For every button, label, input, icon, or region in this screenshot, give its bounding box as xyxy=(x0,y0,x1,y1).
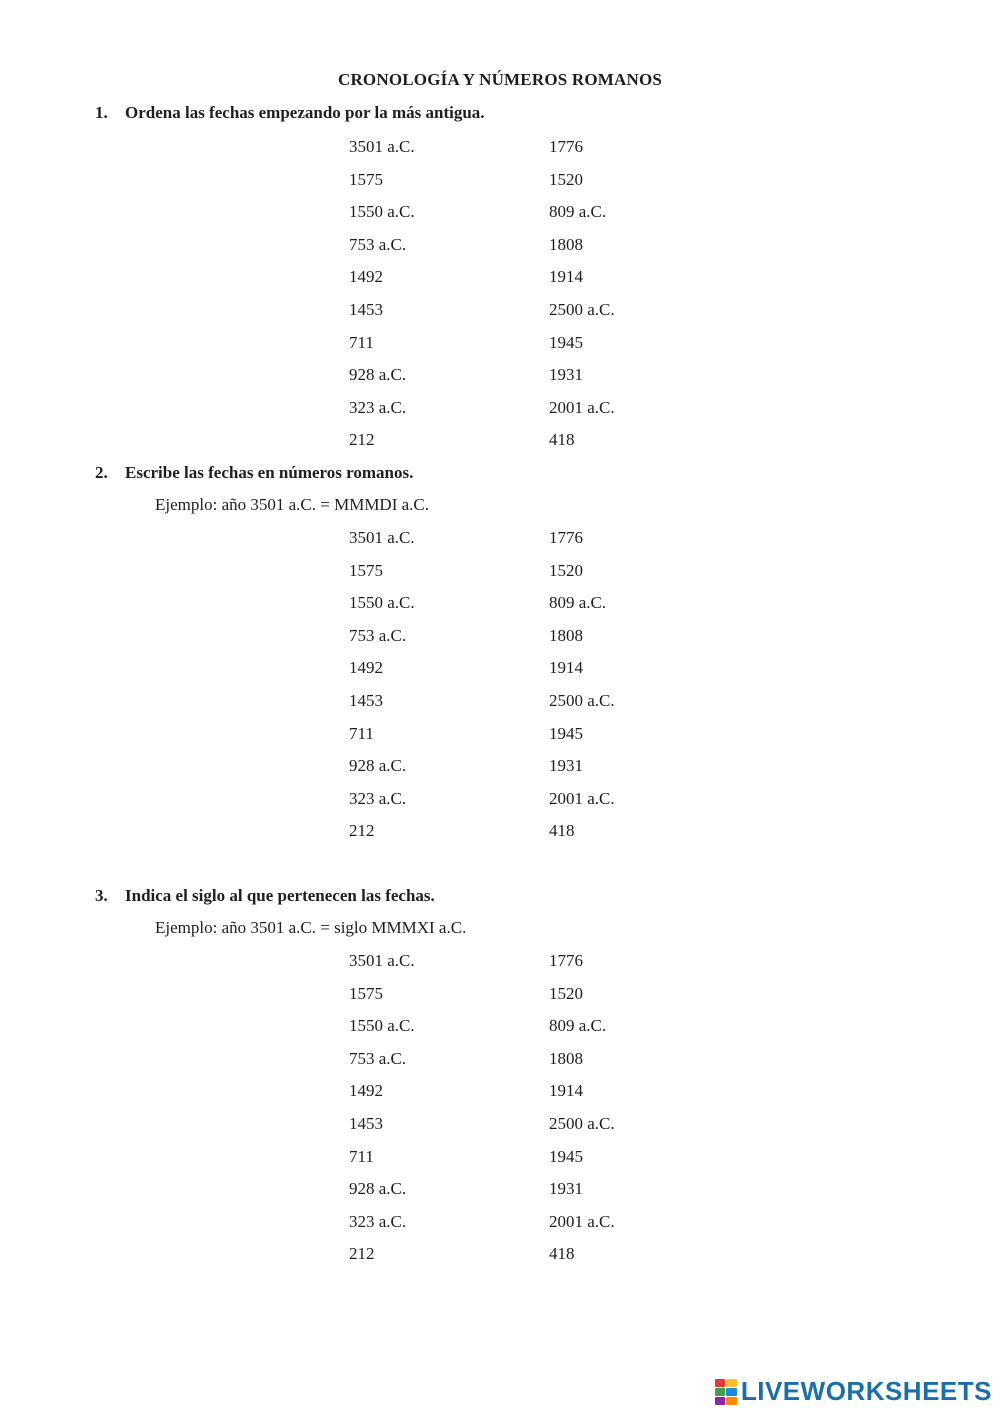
section-3-number: 3. xyxy=(95,886,108,905)
date-cell-right: 1520 xyxy=(549,983,583,1003)
date-row xyxy=(349,300,669,333)
logo-block xyxy=(726,1379,737,1387)
liveworksheets-logo-icon xyxy=(715,1379,737,1405)
date-row xyxy=(349,724,669,757)
date-row xyxy=(349,1081,669,1114)
date-cell-left: 1575 xyxy=(349,983,383,1003)
date-cell-right: 1931 xyxy=(549,1179,583,1199)
date-row xyxy=(349,756,669,789)
section-1-number: 1. xyxy=(95,103,108,122)
date-cell-right: 1945 xyxy=(549,723,583,743)
date-cell-left: 711 xyxy=(349,332,374,352)
date-cell-right: 809 a.C. xyxy=(549,593,607,613)
section-2-heading-text: Escribe las fechas en números romanos. xyxy=(125,463,414,482)
date-cell-right: 2001 a.C. xyxy=(549,788,615,808)
date-cell-right: 1776 xyxy=(549,137,583,156)
date-row xyxy=(349,561,669,594)
date-cell-right: 1776 xyxy=(549,528,583,547)
date-cell-right: 2500 a.C. xyxy=(549,299,615,319)
date-row xyxy=(349,267,669,300)
date-row xyxy=(349,235,669,268)
date-cell-left: 3501 a.C. xyxy=(349,137,415,156)
date-cell-right: 1931 xyxy=(549,756,583,776)
date-cell-left: 323 a.C. xyxy=(349,1211,407,1231)
page-title: CRONOLOGÍA Y NÚMEROS ROMANOS xyxy=(337,70,663,89)
section-3-date-table xyxy=(349,951,669,1277)
date-cell-right: 418 xyxy=(549,430,575,450)
logo-block xyxy=(726,1388,737,1396)
date-cell-left: 711 xyxy=(349,1146,374,1166)
date-cell-left: 1575 xyxy=(349,560,383,580)
date-row xyxy=(349,365,669,398)
logo-block xyxy=(715,1388,726,1396)
date-cell-right: 1945 xyxy=(549,332,583,352)
section-3-heading xyxy=(95,886,435,906)
date-cell-right: 809 a.C. xyxy=(549,202,607,222)
date-row xyxy=(349,984,669,1017)
date-row xyxy=(349,170,669,203)
section-2-number: 2. xyxy=(95,463,108,482)
date-cell-left: 1453 xyxy=(349,299,383,319)
date-row xyxy=(349,1147,669,1180)
date-cell-left: 1550 a.C. xyxy=(349,202,415,222)
date-cell-right: 2001 a.C. xyxy=(549,397,615,417)
date-row xyxy=(349,202,669,235)
date-cell-left: 323 a.C. xyxy=(349,397,407,417)
date-row xyxy=(349,1179,669,1212)
section-1-date-table xyxy=(349,137,669,463)
date-row xyxy=(349,430,669,463)
date-cell-left: 753 a.C. xyxy=(349,1048,407,1068)
date-cell-right: 1520 xyxy=(549,560,583,580)
date-cell-right: 2500 a.C. xyxy=(549,690,615,710)
date-row xyxy=(349,626,669,659)
date-cell-left: 1550 a.C. xyxy=(349,1016,415,1036)
date-cell-left: 323 a.C. xyxy=(349,788,407,808)
date-row xyxy=(349,951,669,984)
date-cell-left: 928 a.C. xyxy=(349,365,407,385)
section-3-example: Ejemplo: año 3501 a.C. = siglo MMMXI a.C. xyxy=(155,918,467,937)
date-cell-left: 1492 xyxy=(349,267,383,287)
brand-name: LIVEWORKSHEETS xyxy=(740,1376,992,1406)
date-cell-right: 1914 xyxy=(549,267,583,287)
date-row xyxy=(349,528,669,561)
date-row xyxy=(349,1244,669,1277)
date-cell-left: 212 xyxy=(349,1244,375,1264)
date-cell-right: 809 a.C. xyxy=(549,1016,607,1036)
date-row xyxy=(349,593,669,626)
date-cell-right: 1945 xyxy=(549,1146,583,1166)
section-2-date-table xyxy=(349,528,669,854)
date-row xyxy=(349,1212,669,1245)
date-cell-left: 928 a.C. xyxy=(349,756,407,776)
date-cell-left: 753 a.C. xyxy=(349,234,407,254)
date-cell-left: 212 xyxy=(349,821,375,841)
section-1-heading xyxy=(95,103,485,123)
logo-block xyxy=(715,1397,726,1405)
section-3-heading-text: Indica el siglo al que pertenecen las fechas. xyxy=(125,886,435,905)
date-cell-left: 753 a.C. xyxy=(349,625,407,645)
date-cell-right: 1808 xyxy=(549,234,583,254)
liveworksheets-brand xyxy=(715,1376,992,1407)
logo-block xyxy=(726,1397,737,1405)
date-cell-right: 1931 xyxy=(549,365,583,385)
date-cell-left: 1575 xyxy=(349,169,383,189)
section-2-example: Ejemplo: año 3501 a.C. = MMMDI a.C. xyxy=(155,495,430,514)
date-cell-left: 928 a.C. xyxy=(349,1179,407,1199)
date-cell-left: 1453 xyxy=(349,690,383,710)
date-cell-left: 1492 xyxy=(349,1081,383,1101)
date-cell-right: 1776 xyxy=(549,951,583,970)
date-row xyxy=(349,1016,669,1049)
date-cell-left: 212 xyxy=(349,430,375,450)
date-cell-left: 3501 a.C. xyxy=(349,528,415,547)
date-row xyxy=(349,691,669,724)
date-row xyxy=(349,1049,669,1082)
date-cell-right: 418 xyxy=(549,1244,575,1264)
section-1-heading-text: Ordena las fechas empezando por la más antigua. xyxy=(125,103,485,122)
date-row xyxy=(349,137,669,170)
date-cell-right: 1914 xyxy=(549,658,583,678)
date-cell-right: 2001 a.C. xyxy=(549,1211,615,1231)
date-cell-right: 2500 a.C. xyxy=(549,1113,615,1133)
date-cell-right: 1808 xyxy=(549,625,583,645)
date-row xyxy=(349,1114,669,1147)
date-cell-right: 1520 xyxy=(549,169,583,189)
date-cell-left: 711 xyxy=(349,723,374,743)
date-cell-left: 3501 a.C. xyxy=(349,951,415,970)
logo-block xyxy=(715,1379,726,1387)
date-cell-left: 1492 xyxy=(349,658,383,678)
date-cell-left: 1453 xyxy=(349,1113,383,1133)
date-cell-left: 1550 a.C. xyxy=(349,593,415,613)
date-cell-right: 1914 xyxy=(549,1081,583,1101)
date-row xyxy=(349,789,669,822)
date-row xyxy=(349,821,669,854)
date-row xyxy=(349,333,669,366)
date-row xyxy=(349,398,669,431)
section-2-heading xyxy=(95,463,413,483)
date-cell-right: 1808 xyxy=(549,1048,583,1068)
date-cell-right: 418 xyxy=(549,821,575,841)
date-row xyxy=(349,658,669,691)
